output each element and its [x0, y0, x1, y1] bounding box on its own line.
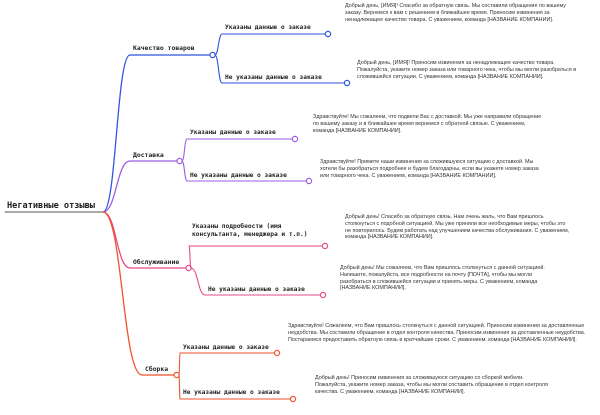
service-order-missing-label: Не указаны данные о заказе: [208, 286, 305, 293]
branch-3-node-dot: [174, 372, 179, 377]
branch-2-sub-0-connector: [189, 246, 191, 268]
service-details-specified-reply: Добрый день! Спасибо за обратную связь. Нам очень жаль, что Вам пришлось столкнуться с подобной ситуацией. Мы уже приняли все необходимые меры, чтобы это не повторилось. Будем работать над улучшением качества обслуживания. С уважением, команда [НАЗВАНИЕ КОМПАНИИ].: [345, 214, 570, 241]
branch-assembly-label: Сборка: [145, 365, 169, 373]
branch-1-sub-0-node-dot: [292, 136, 297, 141]
assembly-order-missing-label: Не указаны данные о заказе: [183, 389, 280, 396]
service-details-label-line1: Указаны подробности (имя: [192, 223, 282, 230]
branch-2-root-connector: [103, 212, 130, 268]
branch-2-sub-0-node-dot: [322, 243, 327, 248]
delivery-order-missing-reply: Здравствуйте! Примите наши извинения за сложившуюся ситуацию с доставкой. Мы хотели бы разобраться подробнее и будем благодарны, если вы укажете номер заказа или товарного чека. С уважением, команда [НАЗВАНИЕ КОМПАНИИ].: [320, 159, 539, 179]
service-details-specified-label: [192, 223, 307, 239]
branch-2-sub-1-node-dot: [320, 292, 325, 297]
service-order-missing-reply: Добрый день! Мы сожалеем, что Вам пришлось столкнуться с данной ситуацией. Напишите, пожалуйста, все подробности на почту [ПОЧТА], чтобы мы могли разобраться в сложившейся ситуации и принять меры. С уважением, команда [НАЗВАНИЕ КОМПАНИИ].: [340, 265, 545, 292]
branch-1-root-connector: [103, 161, 130, 212]
assembly-order-specified-label: Указаны данные о заказе: [183, 344, 269, 351]
service-details-label-line2: консультанта, менеджера и т.п.): [192, 230, 308, 238]
quality-order-missing-label: Не указаны данные о заказе: [225, 74, 322, 81]
branch-3-root-connector: [103, 212, 142, 375]
branch-service-label: Обслуживание: [133, 258, 180, 266]
branch-3-sub-1-node-dot: [290, 396, 295, 401]
root-node-label: Негативные отзывы: [7, 201, 95, 211]
branch-2-sub-1-connector: [191, 268, 205, 295]
branch-3-sub-0-node-dot: [274, 350, 279, 355]
quality-order-specified-reply: Добрый день, [ИМЯ]! Спасибо за обратную связь. Мы составили обращение по вашему заказу. Вернемся к вам с решением в ближайшее время. Приносим извинения за ненадлежащее качество товара. С уважением, команда [НАЗВАНИЕ КОМПАНИИ].: [345, 3, 566, 23]
branch-3-sub-0-connector: [179, 353, 180, 375]
branch-0-sub-1-connector: [215, 55, 222, 83]
assembly-order-missing-reply: Добрый день! Приносим извинения за сложившуюся ситуацию со сборкой мебели. Пожалуйста, укажите номер заказа, чтобы мы могли составить обращение в отдел контроля качества. С уважением, команда [НАЗВАНИЕ КОМПАНИИ].: [315, 375, 548, 395]
branch-1-sub-0-connector: [182, 139, 187, 161]
branch-1-sub-1-node-dot: [306, 178, 311, 183]
branch-1-node-dot: [177, 158, 182, 163]
assembly-order-specified-reply: Здравствуйте! Сожалеем, что Вам пришлось столкнуться с данной ситуацией. Приносим извинения за доставленные неудобства. Мы составили обращение в отдел контроля качества. Приносим извинения за доставленные неудобства. Постараемся предоставить обратную связь в кратчайшие сроки. С уважением, команда [НАЗВАНИЕ КОМПАНИИ].: [288, 323, 586, 343]
delivery-order-specified-label: Указаны данные о заказе: [190, 129, 276, 136]
branch-delivery-label: Доставка: [133, 151, 164, 159]
branch-0-node-dot: [210, 52, 215, 57]
branch-1-sub-1-connector: [182, 161, 187, 181]
branch-0-sub-0-node-dot: [325, 31, 330, 36]
branch-3-sub-1-connector: [179, 375, 180, 399]
delivery-order-missing-label: Не указаны данные о заказе: [190, 172, 287, 179]
branch-0-sub-1-node-dot: [344, 80, 349, 85]
branch-quality-label: Качество товаров: [133, 44, 195, 52]
branch-0-sub-0-connector: [215, 34, 222, 55]
quality-order-specified-label: Указаны данные о заказе: [225, 24, 311, 31]
delivery-order-specified-reply: Здравствуйте! Мы сожалеем, что подвели Вас с доставкой. Мы уже направили обращение по вашему заказу и в ближайшее время вернемся с обратной связью. С уважением, команда [НАЗВАНИЕ КОМПАНИИ].: [313, 114, 542, 134]
quality-order-missing-reply: Добрый день, [ИМЯ]! Приносим извинения за ненадлежащее качество товара. Пожалуйста, укажите номер заказа или товарного чека, чтобы мы могли разобраться в сложившейся ситуации. С уважением, команда [НАЗВАНИЕ КОМПАНИИ].: [357, 60, 577, 80]
